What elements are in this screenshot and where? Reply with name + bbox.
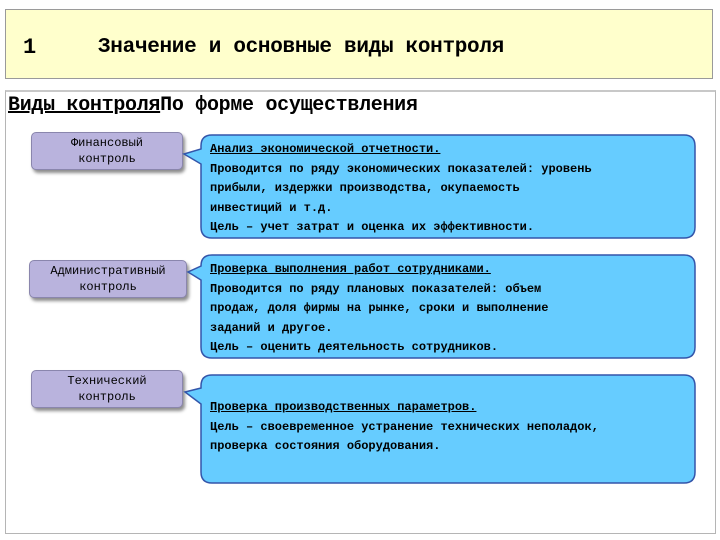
callout-line: Проводится по ряду экономических показателей: уровень [210,161,592,176]
callout-text [210,260,695,358]
content-area [5,90,716,534]
callout-line: прибыли, издержки производства, окупаемость [210,181,520,195]
callout-line: Проводится по ряду плановых показателей: объем [210,281,542,296]
type-label-line: контроль [79,280,137,294]
callout-administrative [198,254,698,359]
type-label-line: контроль [78,152,136,166]
callout-line: проверка состояния оборудования. [210,439,441,453]
callout-lead: Проверка выполнения работ сотрудниками. [210,262,491,276]
callout-line: Цель – учет затрат и оценка их эффективности. [210,220,535,234]
slide-header [5,9,713,79]
type-label-line: Административный [50,264,166,278]
subheading [8,94,418,117]
callout-technical [198,374,698,484]
slide-number: 1 [23,35,37,60]
callout-line: продаж, доля фирмы на рынке, сроки и выполнение [210,301,549,315]
type-label-line: контроль [78,390,136,404]
callout-line: Цель – оценить деятельность сотрудников. [210,340,499,354]
callout-line: инвестиций и т.д. [210,200,333,215]
subheading-types: Виды контроля [8,94,161,117]
type-label-line: Технический [67,374,147,388]
type-box-financial [31,132,183,170]
callout-lead: Анализ экономической отчетности. [210,142,441,156]
type-label-line: Финансовый [70,136,143,150]
callout-lead: Проверка производственных параметров. [210,400,477,414]
callout-text [210,398,695,457]
callout-line: заданий и другое. [210,320,333,335]
callout-text [210,140,695,238]
subheading-form: По форме осуществления [160,94,418,117]
slide-title: Значение и основные виды контроля [98,36,504,59]
type-box-technical [31,370,183,408]
callout-financial [198,134,698,239]
type-box-administrative [29,260,187,298]
callout-line: Цель – своевременное устранение технических неполадок, [210,419,599,434]
